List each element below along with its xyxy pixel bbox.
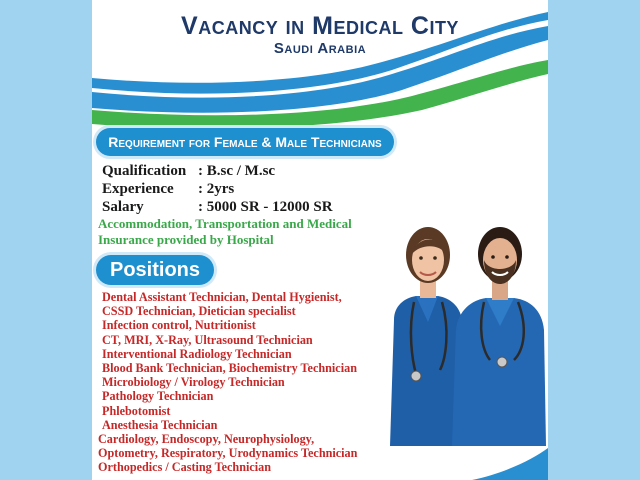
salary-row <box>102 198 333 216</box>
page-title: Vacancy in Medical City <box>181 12 459 40</box>
position-item: Pathology Technician <box>102 389 214 404</box>
position-item: CT, MRI, X-Ray, Ultrasound Technician <box>102 332 313 347</box>
benefits-text: Accommodation, Transportation and Medical Insurance provided by Hospital <box>98 216 352 247</box>
page-subtitle: Saudi Arabia <box>273 40 367 57</box>
position-item: Phlebotomist <box>102 403 171 418</box>
position-item: Microbiology / Virology Technician <box>102 375 285 390</box>
positions-heading: Positions <box>96 255 214 285</box>
position-item: Blood Bank Technician, Biochemistry Technician <box>102 361 357 376</box>
position-item: Anesthesia Technician <box>102 417 218 432</box>
qualification-row <box>102 162 333 180</box>
qualification-label: Qualification <box>102 163 187 179</box>
salary-value: : 5000 SR - 12000 SR <box>198 199 333 215</box>
position-item: Infection control, Nutritionist <box>102 318 256 333</box>
requirement-banner: Requirement for Female & Male Technicians <box>96 128 394 156</box>
job-details <box>102 162 333 216</box>
qualification-value: : B.sc / M.sc <box>198 163 276 179</box>
experience-row <box>102 180 333 198</box>
position-item: CSSD Technician, Dietician specialist <box>102 304 296 319</box>
position-item: Cardiology, Endoscopy, Neurophysiology, <box>98 432 315 447</box>
position-item: Interventional Radiology Technician <box>102 346 292 361</box>
experience-value: : 2yrs <box>198 181 235 197</box>
poster <box>92 0 548 480</box>
salary-label: Salary <box>102 199 144 215</box>
position-item: Orthopedics / Casting Technician <box>98 460 272 475</box>
technicians-photo <box>386 210 546 446</box>
position-item: Optometry, Respiratory, Urodynamics Technician <box>98 446 358 461</box>
bottom-wave-decoration <box>92 440 548 480</box>
experience-label: Experience <box>102 181 174 197</box>
position-item: Dental Assistant Technician, Dental Hygienist, <box>102 290 342 304</box>
